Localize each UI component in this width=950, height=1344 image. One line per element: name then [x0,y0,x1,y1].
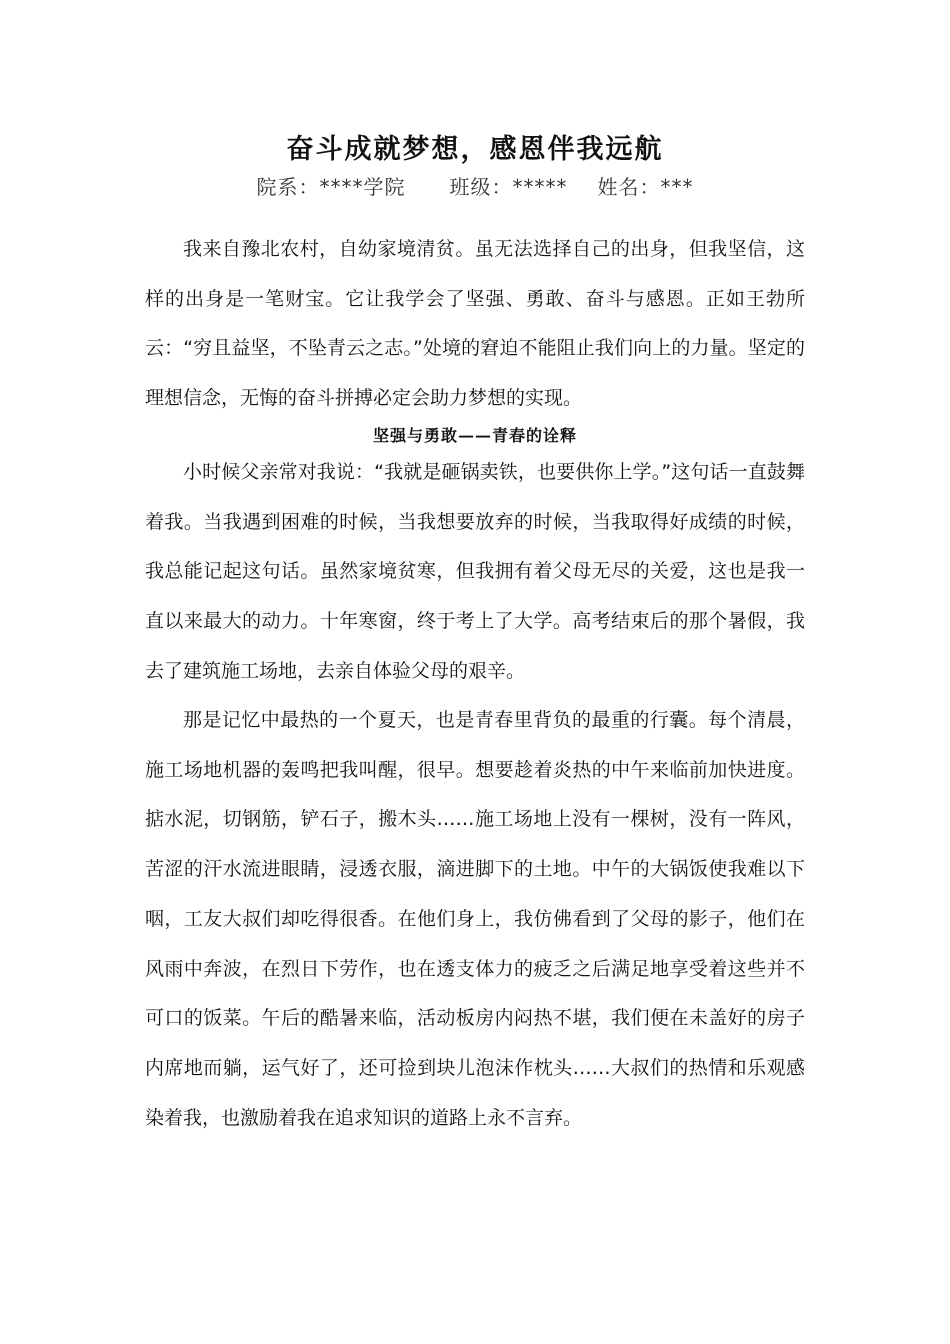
paragraph-intro: 我来自豫北农村，自幼家境清贫。虽无法选择自己的出身，但我坚信，这样的出身是一笔财宝。它让我学会了坚强、勇敢、奋斗与感恩。正如王勃所云：“穷且益坚，不坠青云之志。”处境的窘迫不能阻止我们向上的力量。坚定的理想信念，无悔的奋斗拼搏必定会助力梦想的实现。 [145,238,805,410]
author-info [0,172,950,202]
name-field: 姓名：*** [597,175,694,199]
department-field: 院系：****学院 [256,175,406,199]
paragraph-father: 小时候父亲常对我说：“我就是砸锅卖铁，也要供你上学。”这句话一直鼓舞着我。当我遇到困难的时候，当我想要放弃的时候，当我取得好成绩的时候，我总能记起这句话。虽然家境贫寒，但我拥有着父母无尽的关爱，这也是我一直以来最大的动力。十年寒窗，终于考上了大学。高考结束后的那个暑假，我去了建筑施工场地，去亲自体验父母的艰辛。 [145,461,805,682]
class-field: 班级：***** [449,175,568,199]
section-heading: 坚强与勇敢——青春的诠释 [372,426,577,445]
document-title: 奋斗成就梦想，感恩伴我远航 [286,134,664,165]
paragraph-summer: 那是记忆中最热的一个夏天，也是青春里背负的最重的行囊。每个清晨，施工场地机器的轰鸣把我叫醒，很早。想要趁着炎热的中午来临前加快进度。掂水泥，切钢筋，铲石子，搬木头……施工场地上没有一棵树，没有一阵风，苦涩的汗水流进眼睛，浸透衣服，滴进脚下的土地。中午的大锅饭使我难以下咽，工友大叔们却吃得很香。在他们身上，我仿佛看到了父母的影子，他们在风雨中奔波，在烈日下劳作，也在透支体力的疲乏之后满足地享受着这些并不可口的饭菜。午后的酷暑来临，活动板房内闷热不堪，我们便在未盖好的房子内席地而躺，运气好了，还可捡到块儿泡沫作枕头……大叔们的热情和乐观感染着我，也激励着我在追求知识的道路上永不言弃。 [145,709,805,1129]
